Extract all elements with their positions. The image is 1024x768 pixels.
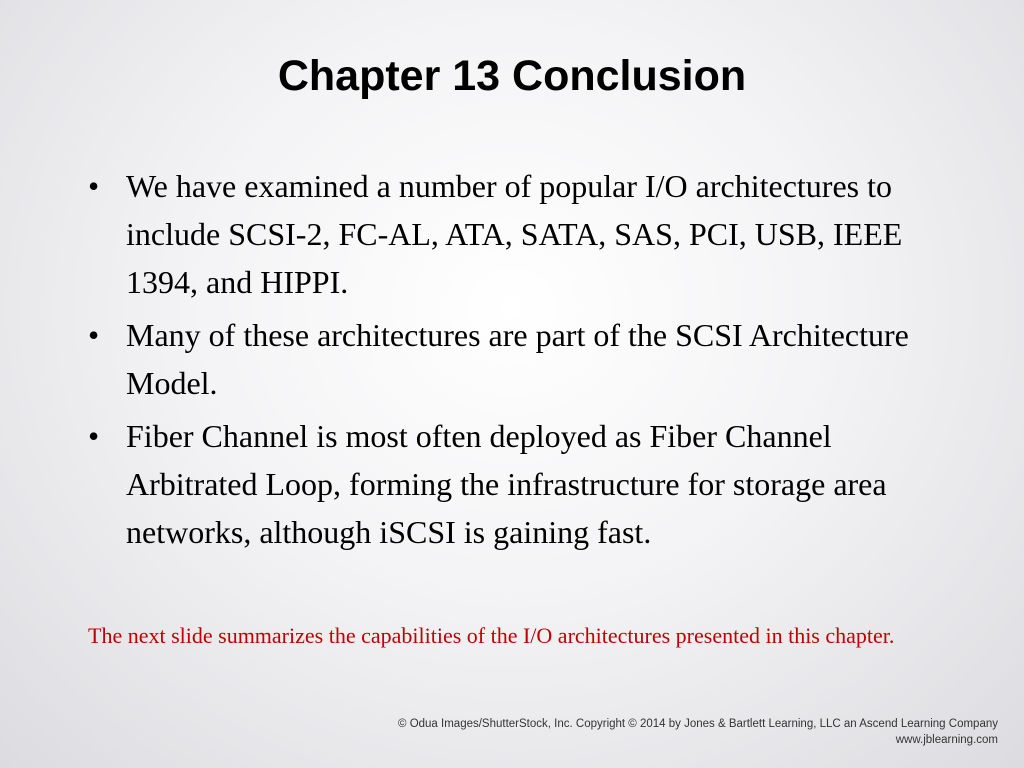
website-link[interactable]: www.jblearning.com [895,734,998,746]
bullet-icon: • [88,317,100,353]
next-slide-note: The next slide summarizes the capabilities of the I/O architectures presented in this chapter. [88,623,895,648]
bullet-text: Many of these architectures are part of the SCSI Architecture Model. [126,317,909,401]
bullet-list [88,162,938,561]
copyright-credit [398,716,998,748]
bullet-icon: • [88,418,100,454]
bullet-icon: • [88,168,100,204]
bullet-text: We have examined a number of popular I/O architectures to include SCSI-2, FC-AL, ATA, SATA, SAS, PCI, USB, IEEE 1394, and HIPPI. [126,168,903,300]
copyright-line: © Odua Images/ShutterStock, Inc. Copyright © 2014 by Jones & Bartlett Learning, LLC an Ascend Learning Company [398,718,998,730]
bullet-item [88,412,938,556]
bullet-item [88,311,938,407]
bullet-text: Fiber Channel is most often deployed as Fiber Channel Arbitrated Loop, forming the infrastructure for storage area networks, although iSCSI is gaining fast. [126,418,887,550]
bullet-item [88,162,938,306]
slide-title: Chapter 13 Conclusion [277,52,747,100]
